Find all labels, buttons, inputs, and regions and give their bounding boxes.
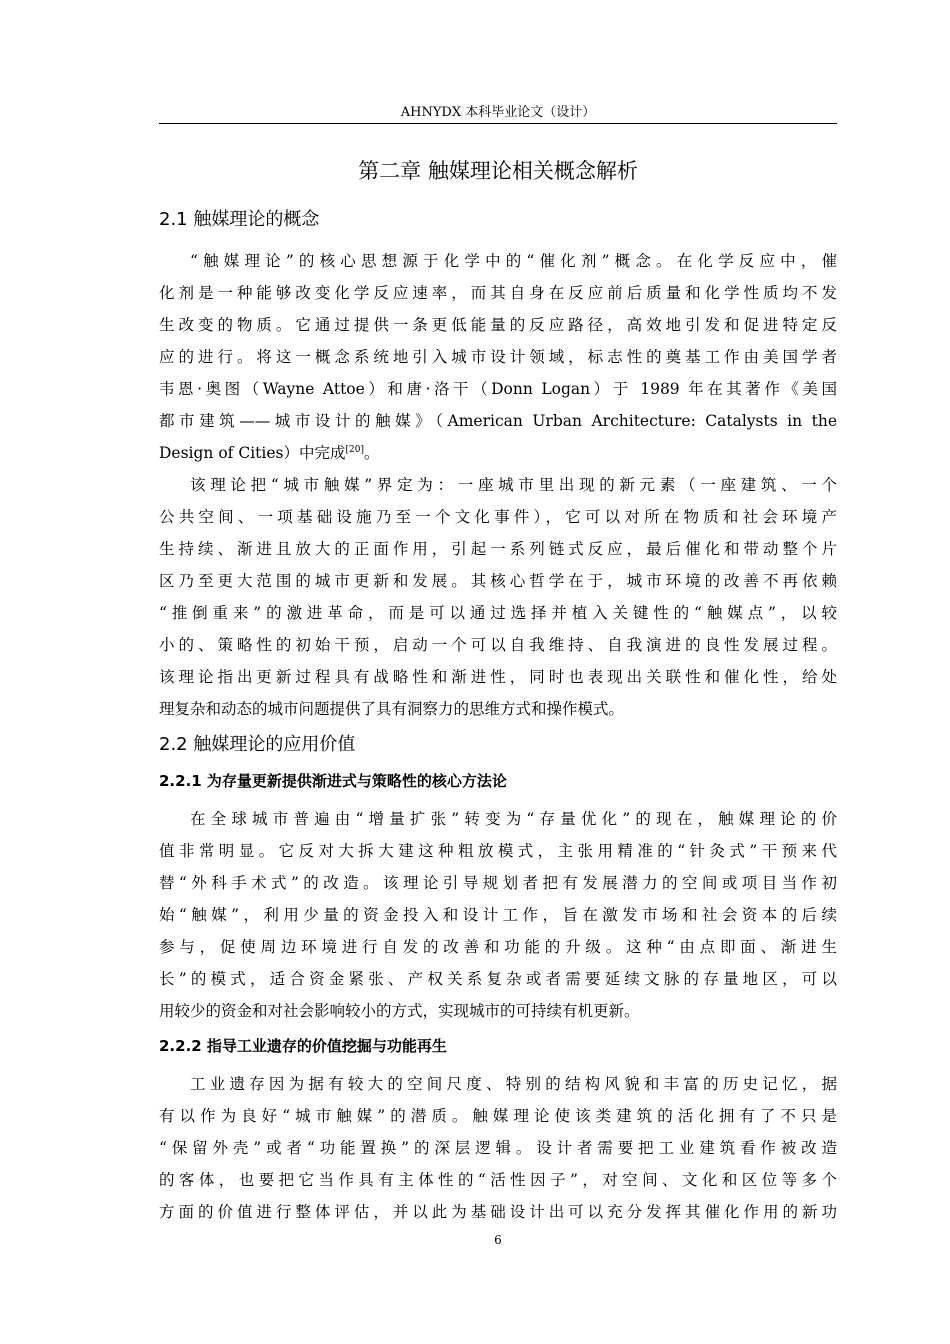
header-divider (159, 123, 837, 124)
text-line: 始“触媒”，利用少量的资金投入和设计工作，旨在激发市场和社会资本的后续 (159, 906, 837, 924)
text-line: 理复杂和动态的城市问题提供了具有洞察力的思维方式和操作模式。 (159, 700, 625, 718)
text-line: 方面的价值进行整体评估，并以此为基础设计出可以充分发挥其催化作用的新功 (159, 1203, 837, 1221)
text-line: 化剂是一种能够改变化学反应速率，而其自身在反应前后质量和化学性质均不发 (159, 284, 837, 302)
text-line: 参与，促使周边环境进行自发的改善和功能的升级。这种“由点即面、渐进生 (159, 938, 837, 956)
text-line: 值非常明显。它反对大拆大建这种粗放模式，主张用精准的“针灸式”干预来代 (159, 842, 837, 860)
paragraph-stock-renewal (159, 803, 837, 1027)
text-line: 区乃至更大范围的城市更新和发展。其核心哲学在于，城市环境的改善不再依赖 (159, 572, 837, 590)
text-line: 该理论把“城市触媒”界定为：一座城市里出现的新元素（一座建筑、一个 (190, 476, 837, 494)
paragraph-concept-origin (159, 245, 837, 469)
text-line: 该理论指出更新过程具有战略性和渐进性，同时也表现出关联性和催化性，给处 (159, 668, 837, 686)
text-fragment: Design of Cities）中完成 (159, 444, 346, 462)
text-fragment: 。 (363, 444, 380, 462)
running-header: AHNYDX 本科毕业论文（设计） (400, 105, 596, 120)
chapter-title: 第二章 触媒理论相关概念解析 (358, 159, 638, 183)
text-line: 替“外科手术式”的改造。该理论引导规划者把有发展潜力的空间或项目当作初 (159, 874, 837, 892)
paragraph-industrial-heritage (159, 1068, 837, 1228)
citation-reference: [20] (345, 445, 364, 455)
text-line: 用较少的资金和对社会影响较小的方式，实现城市的可持续有机更新。 (159, 1002, 640, 1020)
text-line: 生持续、渐进且放大的正面作用，引起一系列链式反应，最后催化和带动整个片 (159, 540, 837, 558)
section-heading-2-1: 2.1 触媒理论的概念 (159, 209, 320, 230)
text-line: 在全球城市普遍由“增量扩张”转变为“存量优化”的现在，触媒理论的价 (190, 810, 837, 828)
text-line: “保留外壳”或者“功能置换”的深层逻辑。设计者需要把工业建筑看作被改造 (159, 1139, 837, 1157)
text-line: 长”的模式，适合资金紧张、产权关系复杂或者需要延续文脉的存量地区，可以 (159, 970, 837, 988)
paragraph-urban-catalyst-definition (159, 469, 837, 725)
text-line-with-citation (159, 437, 837, 469)
text-line: 生改变的物质。它通过提供一条更低能量的反应路径，高效地引发和促进特定反 (159, 316, 837, 334)
section-heading-2-2-1: 2.2.1 为存量更新提供渐进式与策略性的核心方法论 (159, 772, 507, 790)
section-heading-2-2: 2.2 触媒理论的应用价值 (159, 734, 356, 755)
text-line: 的客体，也要把它当作具有主体性的“活性因子”，对空间、文化和区位等多个 (159, 1171, 837, 1189)
text-line: 公共空间、一项基础设施乃至一个文化事件），它可以对所在物质和社会环境产 (159, 508, 837, 526)
text-line: 应的进行。将这一概念系统地引入城市设计领域，标志性的奠基工作由美国学者 (159, 348, 837, 366)
text-line: 都市建筑——城市设计的触媒》（American Urban Architecture: Catalysts in the (159, 412, 837, 430)
text-line: 韦恩·奥图（Wayne Attoe）和唐·洛干（Donn Logan）于 1989 年在其著作《美国 (159, 380, 837, 398)
text-line: 工业遗存因为据有较大的空间尺度、特别的结构风貌和丰富的历史记忆，据 (190, 1075, 837, 1093)
text-line: “触媒理论”的核心思想源于化学中的“催化剂”概念。在化学反应中，催 (190, 252, 837, 270)
text-line: 小的、策略性的初始干预，启动一个可以自我维持、自我演进的良性发展过程。 (159, 636, 837, 654)
text-line: 有以作为良好“城市触媒”的潜质。触媒理论使该类建筑的活化拥有了不只是 (159, 1107, 837, 1125)
section-heading-2-2-2: 2.2.2 指导工业遗存的价值挖掘与功能再生 (159, 1037, 447, 1055)
text-line: “推倒重来”的激进革命，而是可以通过选择并植入关键性的“触媒点”，以较 (159, 604, 837, 622)
page-number: 6 (494, 1233, 502, 1247)
